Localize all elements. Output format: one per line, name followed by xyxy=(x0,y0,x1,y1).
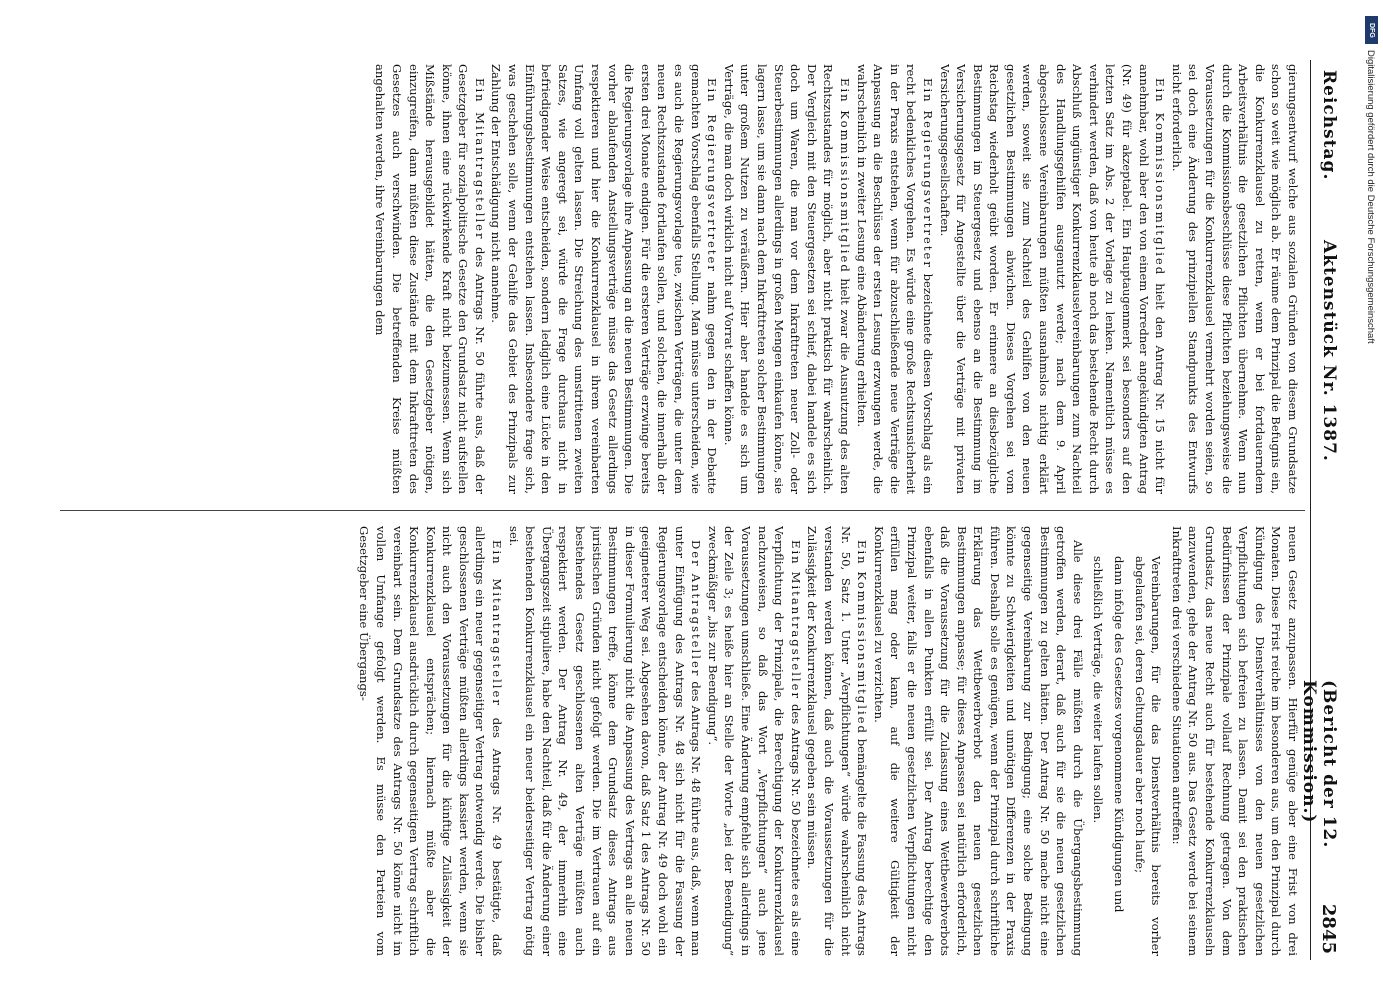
paragraph-text: des Antrags Nr. 50 bezeichnete es als eine Verpflichtung der Prinzipale, die Berechtigung der Konkurrenzklausel nachzuweisen, so daß das Wort „Verpflichtungen“ auch jene Voraussetzungen umschließe. Eine Änderung empfehle sich allerdings in der Zeile 3; es heiße hier an Stelle der Worte „bei der Beendigung“ zweckmäßiger „bis zur Beendigung“. xyxy=(705,526,803,956)
left-column xyxy=(61,64,1301,494)
paragraph xyxy=(853,64,936,494)
credit-text: Digitalisierung gefördert durch die Deutsche Forschungsgemeinschaft xyxy=(1365,50,1376,344)
speaker-label: Ein Regierungsvertreter xyxy=(920,78,935,269)
indented-item xyxy=(1090,556,1107,956)
header-reichstag: Reichstag. xyxy=(1319,70,1339,181)
speaker-label: Ein Kommissionsmitglied xyxy=(855,540,870,735)
paragraph xyxy=(488,64,720,494)
speaker-label: Ein Mitantragsteller xyxy=(788,540,803,701)
right-column xyxy=(61,526,1301,956)
running-header xyxy=(1299,60,1345,960)
header-aktenstueck: Aktenstück Nr. 1387. xyxy=(1319,240,1339,462)
header-bericht: (Bericht der 12. Kommission.) xyxy=(1299,680,1339,849)
paragraph xyxy=(505,526,704,956)
paragraph-text: Alle diese drei Fälle müßten durch die Übergangsbestimmung getroffen werden, derart, daß auch für sie die neuen gesetzlichen Bestimmungen zu gelten hätten. Der Antrag Nr. 50 mache nicht eine gegenseitige Vereinbarung zur Bedingung; eine solche Bedingung könnte zu Schwierigkeiten und unnötigen Differenzen in der Praxis führen. Deshalb solle es genügen, wenn der Prinzipal durch schriftliche Erklärung das Wettbewerbverbot den neuen gesetzlichen Bestimmungen anpasse; für dieses Anpassen sei natürlich erforderlich, daß die Voraussetzung für die Zulassung eines Wettbewerbverbots ebenfalls in allen Punkten erfüllt sei. Der Antrag berechtige den Prinzipal weiter, falls er die neuen gesetzlichen Verpflichtungen nicht erfüllen mag oder kann, auf die weitere Gültigkeit der Konkurrenzklausel zu verzichten. xyxy=(871,526,1085,956)
paragraph xyxy=(870,526,1086,956)
paragraph xyxy=(704,526,804,956)
paragraph-text: neuen Gesetz anzupassen. Hierfür genüge aber eine Frist von drei Monaten. Diese Frist reiche im besonderen aus, um den Prinzipal durch Kündigung des Dienstverhältnisses von den neuen gesetzlichen Verpflichtungen sich befreien zu lassen. Damit sei den praktischen Bedürfnissen der Prinzipale vollauf Rechnung getragen. Von dem Grundsatz, das neue Recht auch für bestehende Konkurrenzklauseln anzuwenden, gehe der Antrag Nr. 50 aus. Das Gesetz werde bei seinem Inkrafttreten drei verschiedene Situationen antreffen: xyxy=(1169,526,1300,956)
paragraph-text: schließlich Verträge, die weiter laufen sollen. xyxy=(1091,556,1106,824)
speaker-label: Der Antragsteller xyxy=(689,540,704,678)
paragraph-text: gierungsentwurf welche aus sozialen Gründen von diesem Grundsatze schon so weit wie möglich ab. Er räume dem Prinzipal die Befugnis ein, die Konkurrenzklausel zu retten, wenn er bei fortdauerndem Arbeitsverhältnis die gesetzlichen Pflichten übernehme. Wenn nun durch die Kommissionsbeschlüsse diese Pflichten beziehungsweise die Voraussetzungen für die Konkurrenzklausel vermehrt worden seien, so sei doch eine Änderung des prinzipiellen Standpunkts des Entwurfs nicht erforderlich. xyxy=(1169,64,1300,494)
paragraph xyxy=(936,64,1168,494)
speaker-label: Ein Kommissionsmitglied xyxy=(837,78,852,274)
digitization-credit xyxy=(1362,10,1380,610)
paragraph xyxy=(1168,526,1301,956)
paragraph xyxy=(720,64,853,494)
paragraph xyxy=(804,526,870,956)
paragraph-text: dann infolge des Gesetzes vorgenommene Kündigungen und xyxy=(1112,556,1127,913)
paragraph xyxy=(1168,64,1301,494)
indented-item xyxy=(1110,556,1127,956)
paragraph-text: bezeichnete diesen Vorschlag als ein recht bedenkliches Vorgehen. Es würde eine große Rechtsunsicherheit in der Praxis entstehen, wenn für abzuschließende neue Verträge die Anpassung an die Beschlüsse der ersten Lesung erzwungen werde, die wahrscheinlich in zweiter Lesung eine Abänderung erhielten. xyxy=(854,64,935,494)
paragraph-text: des Antrags Nr. 50 führte aus, daß der Gesetzgeber für sozialpolitische Gesetze den Grundsatz nicht aufstellen könne, ihnen eine rückwirkende Kraft nicht beizumessen. Wenn sich Mißstände herausgebildet hätten, die den Gesetzgeber nötigen, einzugreifen, dann müßten diese Zustände mit dem Inkrafttreten des Gesetzes auch verschwinden. Die betreffenden Kreise müßten angehalten werden, ihre Vereinbarungen dem xyxy=(373,64,487,494)
paragraph xyxy=(372,64,488,494)
paragraph-text: Vereinbarungen, für die das Dienstverhältnis bereits vorher abgelaufen sei, deren Geltungsdauer aber noch laufe; xyxy=(1132,556,1164,956)
document-page xyxy=(55,60,1345,960)
paragraph-text: bemängelte die Fassung des Antrags Nr. 50, Satz 1. Unter „Verpflichtungen“ würde wahrscheinlich nicht verstanden werden können, daß auch die Voraussetzungen für die Zulässigkeit der Konkurrenzklausel gegeben sein müssen. xyxy=(805,526,870,956)
paragraph-text: hielt den Antrag Nr. 15 nicht für annehmbar, wohl aber den von einem Vorredner angekündigten Antrag (Nr. 49) für akzeptabel. Ein Hauptaugenmerk sei besonders auf den letzten Satz im Abs. 2 der Vorlage zu lenken. Namentlich müsse es verhindert werden, daß von heute ab noch das bestehende Recht durch Abschluß ungünstiger Konkurrenzklauselvereinbarungen zum Nachteil des Handlungsgehilfen ausgenutzt werde; nach dem 9. April abgeschlossene Vereinbarungen müßten ausnahmslos nichtig erklärt werden, soweit sie zum Nachteil des Gehilfen von den neuen gesetzlichen Bestimmungen abwichen. Dieses Vorgehen sei vom Reichstag wiederholt geübt worden. Er erinnere an diesbezügliche Bestimmungen im Steuergesetz und ebenso an die Bestimmung im Versicherungsgesetz für Angestellte über die Verträge mit privaten Versicherungsgesellschaften. xyxy=(937,64,1168,494)
speaker-label: Ein Mitantragsteller xyxy=(490,540,505,707)
speaker-label: Ein Mitantragsteller xyxy=(472,78,487,241)
paragraph-text: des Antrags Nr. 48 führte aus, daß, wenn man unter Einfügung des Antrags Nr. 48 sich nicht für die Fassung der Regierungsvorlage entscheiden könne, der Antrag Nr. 49 doch wohl ein geeigneterer Weg sei. Abgesehen davon, daß Satz 1 des Antrags Nr. 50 in dieser Formulierung nicht die Anpassung des Vertrags an alle neuen Bestimmungen treffe, könne dem Grundsatz dieses Antrags aus juristischen Gründen nicht gefolgt werden. Die im Vertrauen auf ein bestehendes Gesetz geschlossenen alten Verträge müßten auch respektiert werden. Der Antrag Nr. 49, der immerhin eine Übergangszeit stipuliere, habe den Nachteil, daß für die Änderung einer bestehenden Konkurrenzklausel ein neuer beiderseitiger Vertrag nötig sei. xyxy=(506,526,704,956)
column-divider xyxy=(60,510,1305,511)
page-number: 2845 xyxy=(1318,903,1339,954)
paragraph-text: des Antrags Nr. 49 bestätigte, daß allerdings ein neuer gegenseitiger Vertrag notwendig werde. Die bisher geschlossenen Verträge müßten allerdings kassiert werden, wenn sie nicht auch den Voraussetzungen für die künftige Zulässigkeit der Konkurrenzklausel entsprächen; hiernach müßte aber die Konkurrenzklausel ausdrücklich durch gegenseitigen Vertrag schriftlich vereinbart sein. Dem Grundsatze des Antrags Nr. 50 könne nicht im vollen Umfange gefolgt werden. Es müsse den Parteien vom Gesetzgeber eine Übergangs- xyxy=(357,526,505,956)
speaker-label: Ein Regierungsvertreter xyxy=(705,78,720,273)
paragraph-text: nahm gegen den in der Debatte gemachten Vorschlag ebenfalls Stellung. Man müsse unterscheiden, wie es auch die Regierungsvorlage tue, zwischen Verträgen, die unter dem neuen Rechtszustande fortlaufen sollen, und solchen, die innerhalb der ersten drei Monate endigen. Für die ersteren Verträge erzwinge bereits die Regierungsvorlage ihre Anpassung an die neuen Bestimmungen. Die vorher ablaufenden Anstellungsverträge müsse das Gesetz allerdings respektieren und hier die Konkurrenzklausel in ihrem vereinbarten Umfang voll gelten lassen. Die Streichung des umstrittenen zweiten Satzes, wie angeregt sei, würde die Frage durchaus nicht in befriedigender Weise entscheiden, sondern lediglich eine Lücke in den Einführungsbestimmungen entstehen lassen. Insbesondere frage sich, was geschehen solle, wenn der Gehilfe das Gebiet des Prinzipals zur Zahlung der Entschädigung nicht annehme. xyxy=(489,64,720,494)
paragraph-text: hielt zwar die Ausnutzung des alten Rechtszustandes für möglich, aber nicht praktisch für wahrscheinlich. Der Vergleich mit den Steuergesetzen sei schief, dabei handele es sich doch um Waren, die man vor dem Inkrafttreten neuer Zoll- oder Steuerbestimmungen allerdings in großen Mengen einkaufen könne, sie lagern lasse, um sie dann nach dem Inkrafttreten solcher Bestimmungen unter großem Nutzen zu veräußern. Hier aber handele es sich um Verträge, die man doch wirklich nicht auf Vorrat schaffen könne. xyxy=(721,64,852,494)
speaker-label: Ein Kommissionsmitglied xyxy=(1153,78,1168,277)
paragraph xyxy=(356,526,505,956)
dfg-logo: DFG xyxy=(1365,16,1378,44)
indented-item xyxy=(1131,556,1164,956)
